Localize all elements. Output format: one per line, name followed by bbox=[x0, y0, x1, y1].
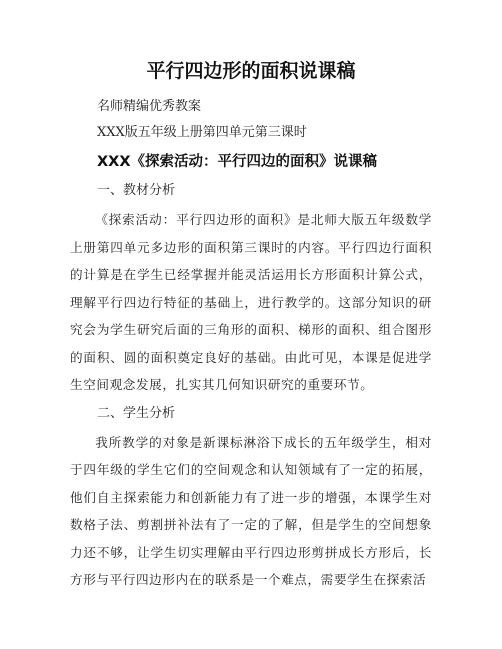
section-body-textbook-analysis: 《探索活动：平行四边形的面积》是北师大版五年级数学上册第四单元多边形的面积第三课时的内容。平行四边行面积的计算是在学生已经掌握并能灵活运用长方形面积计算公式，理解平行四边行特征的基础上，进行教学的。这部分知识的研究会为学生研究后面的三角形的面积、梯形的面积、组合图形的面积、圆的面积奠定良好的基础。由此可见，本课是促进学生空间观念发展，扎实其几何知识研究的重要环节。 bbox=[70, 212, 432, 392]
meta-line-edition: XXX版五年级上册第四单元第三课时 bbox=[97, 125, 307, 140]
document-title: 平行四边形的面积说课稿 bbox=[146, 60, 356, 82]
document-subtitle: XXX《探索活动：平行四边的面积》说课稿 bbox=[97, 154, 378, 170]
section-body-student-analysis: 我所教学的对象是新课标淋浴下成长的五年级学生，相对于四年级的学生它们的空间观念和认知领域有了一定的拓展，他们自主探索能力和创新能力有了进一步的增强，本课学生对数格子法、剪割拼补法有了一定的了解，但是学生的空间想象力还不够，让学生切实理解由平行四边形剪拼成长方形后，长方形与平行四边形内在的联系是一个难点，需要学生在探索活 bbox=[70, 434, 432, 587]
meta-line-source: 名师精编优秀教案 bbox=[97, 99, 202, 114]
section-heading-student-analysis: 二、学生分析 bbox=[97, 405, 176, 421]
section-heading-textbook-analysis: 一、教材分析 bbox=[97, 183, 176, 198]
